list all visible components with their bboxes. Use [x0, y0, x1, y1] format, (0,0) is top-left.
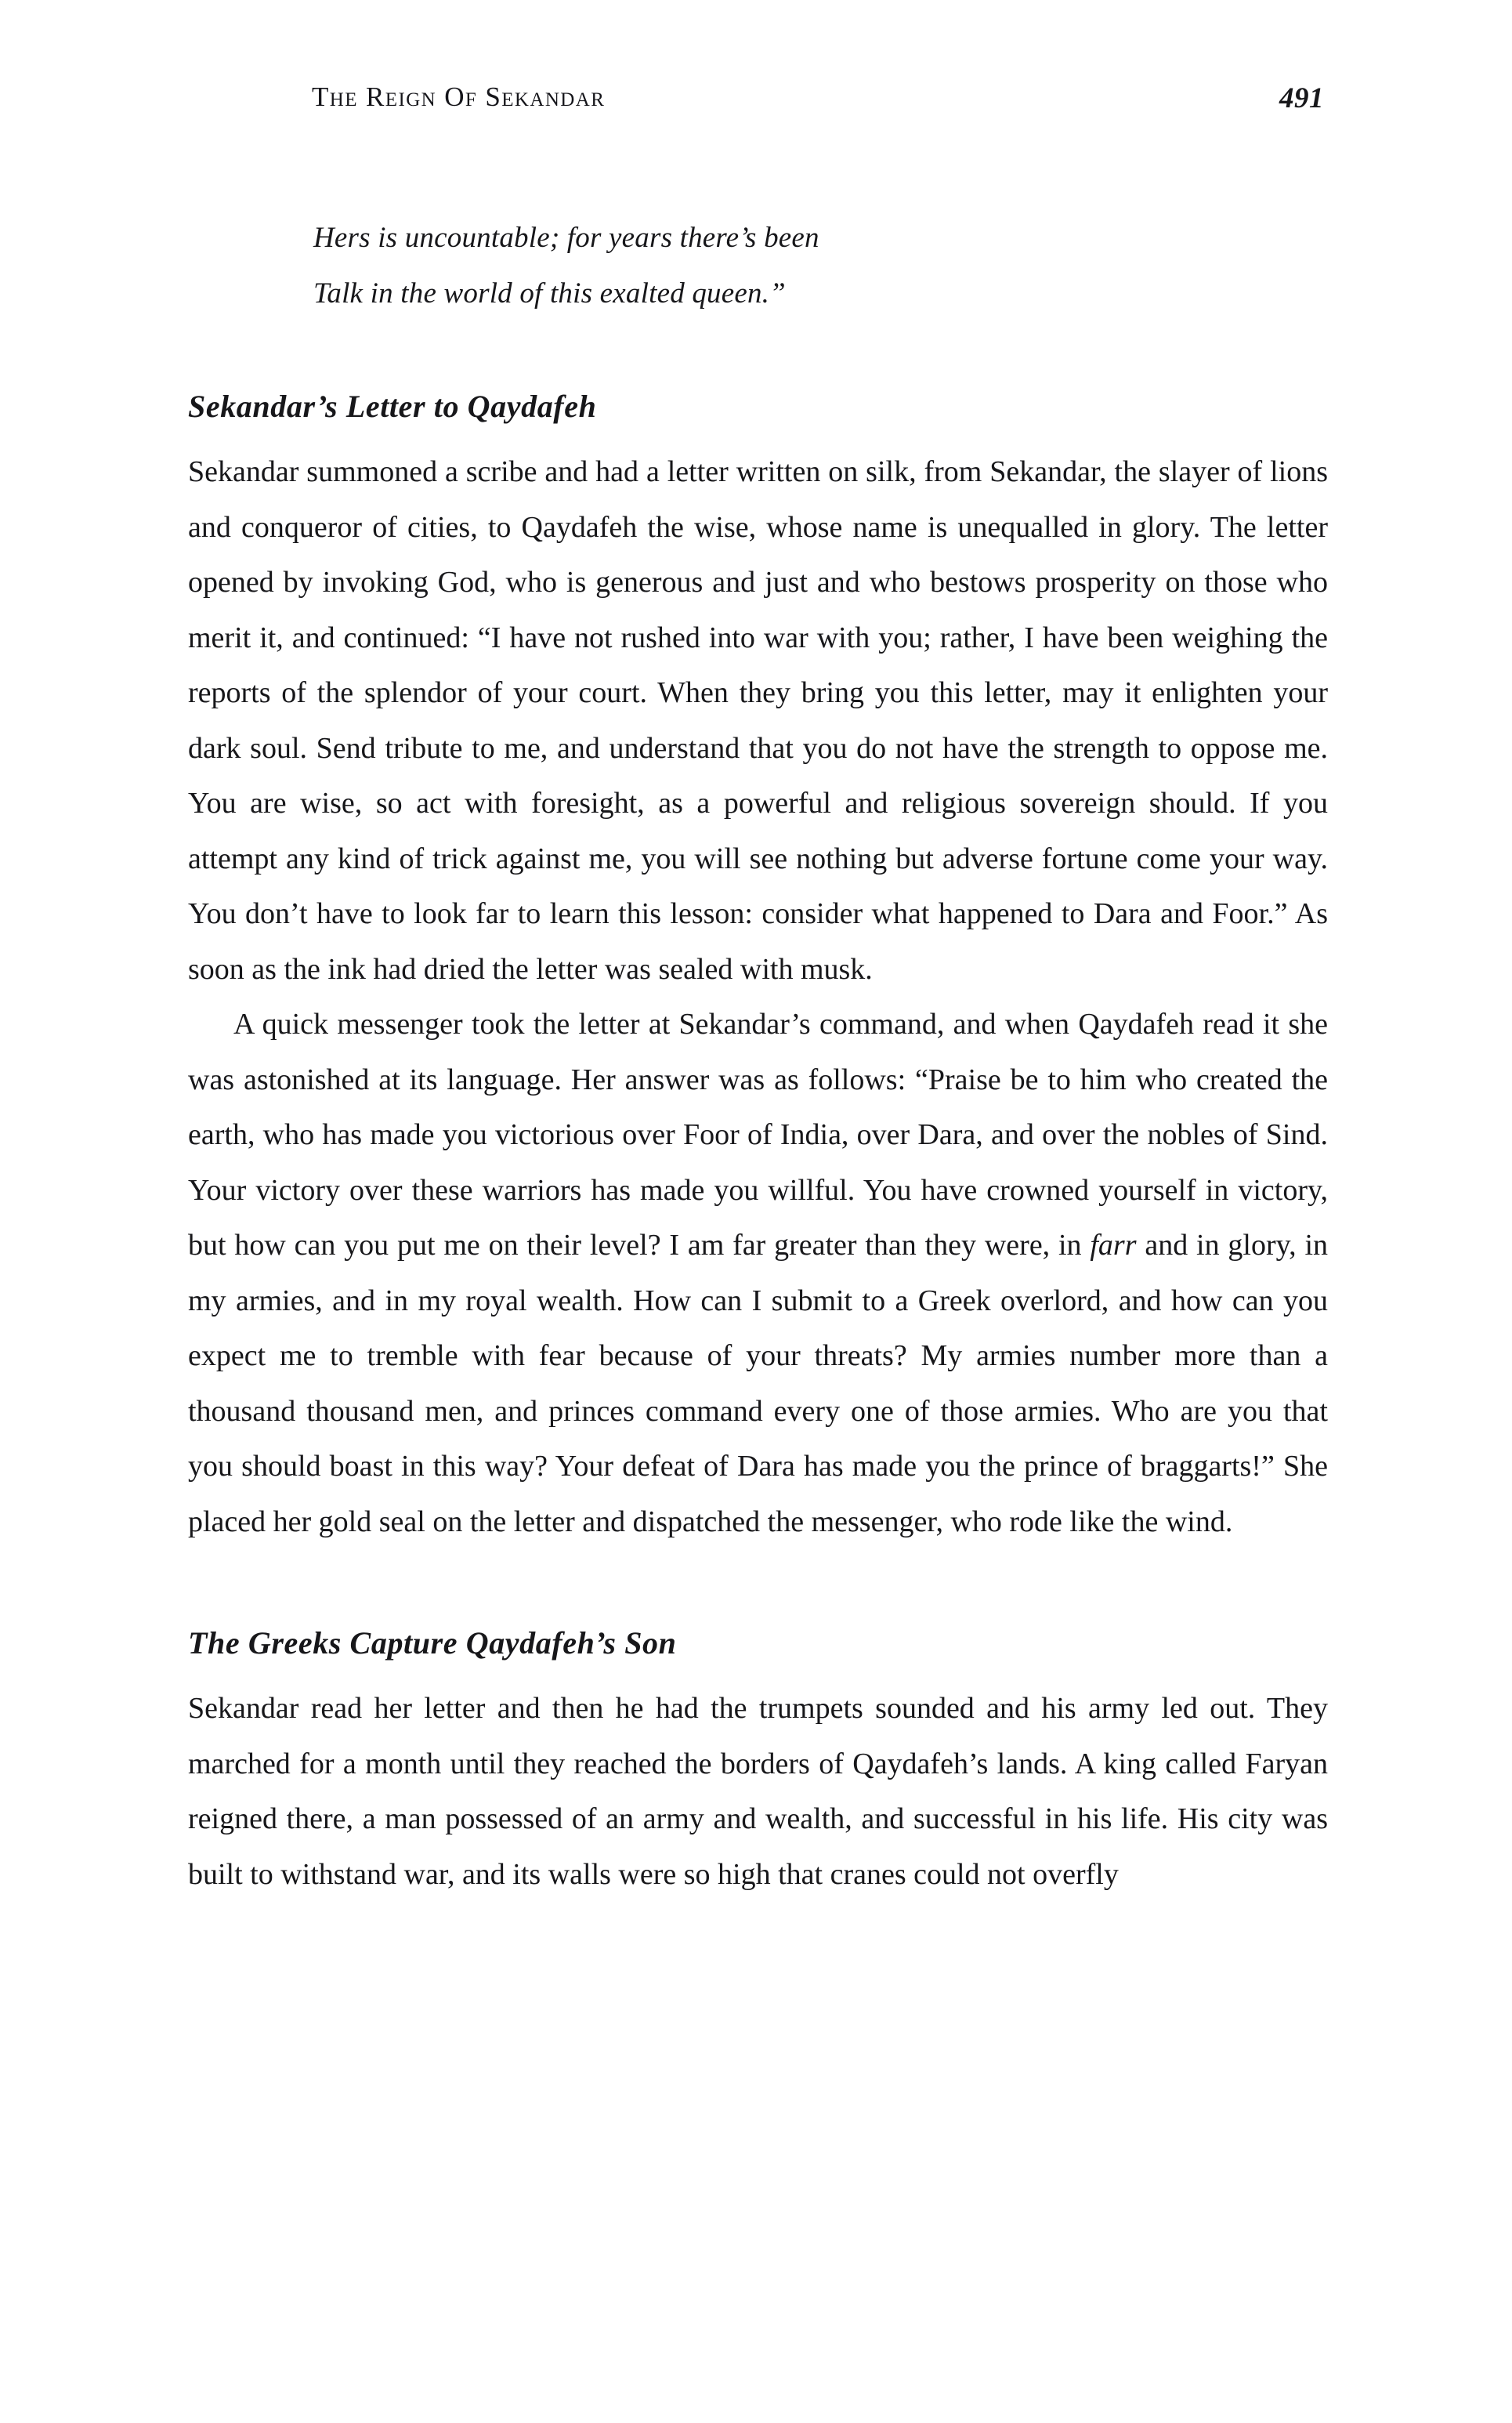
- verse-line: Hers is uncountable; for years there’s been: [313, 222, 819, 254]
- paragraph: [188, 997, 1328, 1549]
- running-head-title: The Reign Of Sekandar: [312, 81, 606, 112]
- paragraph: Sekandar summoned a scribe and had a letter written on silk, from Sekandar, the slayer of lions and conqueror of cities, to Qaydafeh the wise, whose name is unequalled in glory. The letter opened by invoking God, who is generous and just and who bestows prosperity on those who merit it, and continued: “I have not rushed into war with you; rather, I have been weighing the reports of the splendor of your court. When they bring you this letter, may it enlighten your dark soul. Send tribute to me, and understand that you do not have the strength to oppose me. You are wise, so act with foresight, as a powerful and religious sovereign should. If you attempt any kind of trick against me, you will see nothing but adverse fortune come your way. You don’t have to look far to learn this lesson: consider what happened to Dara and Foor.” As soon as the ink had dried the letter was sealed with musk.: [188, 455, 1328, 986]
- verse-epigraph: [313, 210, 1328, 321]
- paragraph-text-part: and in glory, in my armies, and in my royal wealth. How can I submit to a Greek overlord, and how can you expect me to tremble with fear because of your threats? My armies number more than a thousand thousand men, and princes command every one of those armies. Who are you that you should boast in this way? Your defeat of Dara has made you the prince of braggarts!” She placed her gold seal on the letter and dispatched the messenger, who rode like the wind.: [188, 1229, 1329, 1538]
- page-number: 491: [1279, 82, 1324, 114]
- section-heading-greeks-capture-son: The Greeks Capture Qaydafeh’s Son: [188, 1625, 677, 1661]
- paragraph-text-part: A quick messenger took the letter at Sekandar’s command, and when Qaydafeh read it she was astonished at its language. Her answer was as follows: “Praise be to him who created the earth, who has made you victorious over Foor of India, over Dara, and over the nobles of Sind. Your victory over these warriors has made you willful. You have crowned yourself in victory, but how can you put me on their level? I am far greater than they were, in: [188, 1008, 1328, 1262]
- text-column: [188, 210, 1328, 1902]
- italic-term-farr: farr: [1090, 1229, 1137, 1262]
- running-head: [188, 81, 1324, 124]
- paragraph: Sekandar read her letter and then he had the trumpets sounded and his army led out. They marched for a month until they reached the borders of Qaydafeh’s lands. A king called Faryan reigned there, a man possessed of an army and wealth, and successful in his life. His city was built to withstand war, and its walls were so high that cranes could not overfly: [188, 1692, 1328, 1891]
- verse-line: Talk in the world of this exalted queen.”: [313, 277, 786, 310]
- section-heading-sekandars-letter: Sekandar’s Letter to Qaydafeh: [188, 389, 597, 424]
